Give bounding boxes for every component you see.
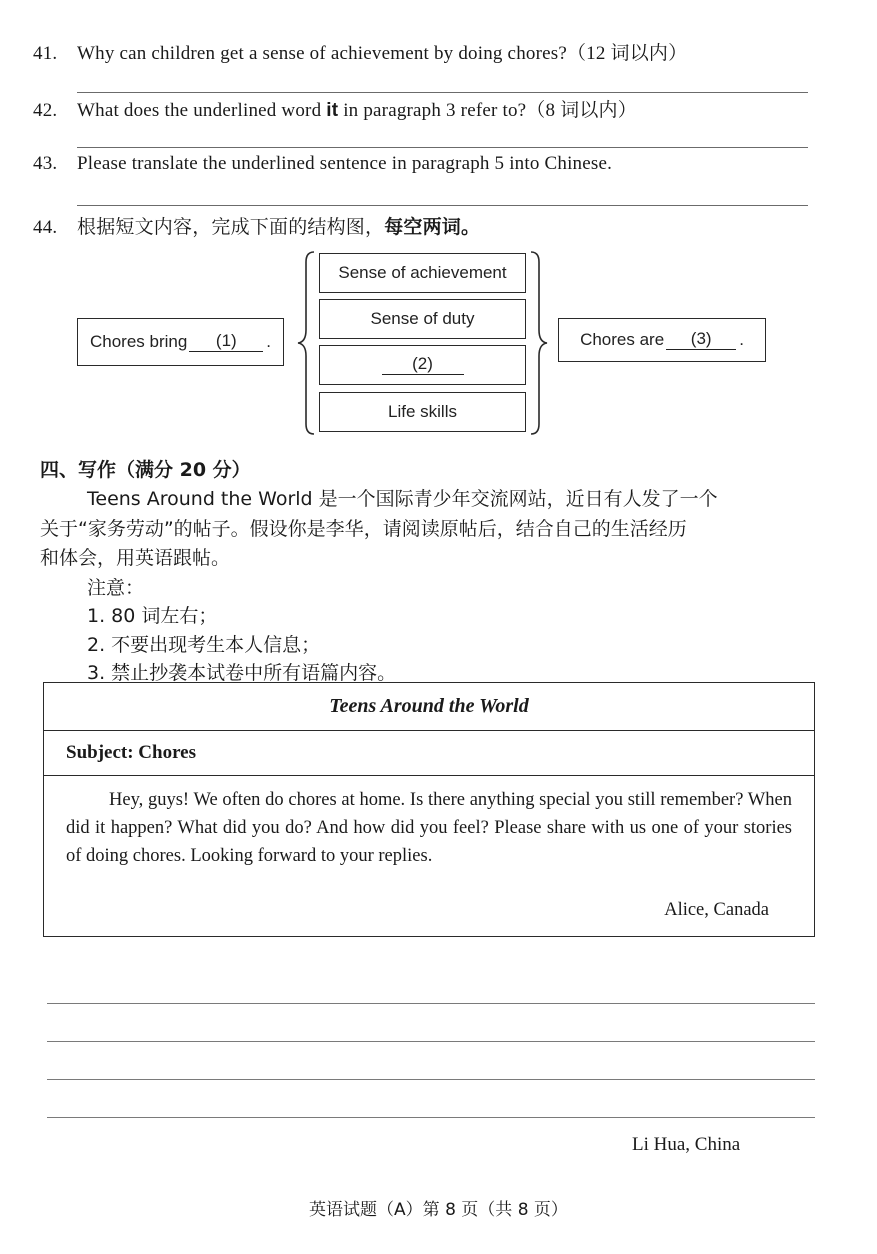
- question-42: [33, 95, 637, 122]
- diagram-left-box: [77, 318, 284, 366]
- diagram-right-box: [558, 318, 766, 362]
- post-title: Teens Around the World: [44, 683, 814, 731]
- note-1: 1. 80 词左右；: [87, 605, 218, 627]
- writing-line[interactable]: [47, 1003, 815, 1004]
- question-number: 42.: [33, 100, 58, 121]
- question-43: [33, 153, 612, 175]
- diagram-item-label: Life skills: [388, 402, 457, 421]
- writing-line[interactable]: [47, 1079, 815, 1080]
- diagram-left-end: .: [266, 332, 272, 351]
- diagram-item-label: Sense of duty: [370, 309, 475, 328]
- post-signature: Alice, Canada: [664, 900, 769, 920]
- answer-line-43[interactable]: [77, 205, 808, 206]
- blank-2[interactable]: (2): [382, 355, 464, 375]
- diagram-item-3: [319, 345, 526, 385]
- notes-title: 注意：: [87, 577, 145, 599]
- diagram-item-2: [319, 299, 526, 339]
- question-bold-instruction: 每空两词。: [384, 216, 481, 238]
- blank-1[interactable]: (1): [189, 332, 263, 352]
- blank-3[interactable]: (3): [666, 330, 736, 350]
- underlined-word: it: [326, 100, 339, 121]
- post-subject: Subject: Chores: [44, 730, 814, 776]
- diagram-right-text: Chores are: [580, 330, 665, 349]
- question-number: 41.: [33, 43, 58, 64]
- note-2: 2. 不要出现考生本人信息；: [87, 634, 321, 656]
- question-text: 根据短文内容，完成下面的结构图，: [77, 216, 385, 238]
- post-body: Hey, guys! We often do chores at home. Is there anything special you still remember? When did it happen? What did you do? And how did you feel? Please share with us one of your stories of doing chores. Looking forward to your replies.: [66, 790, 792, 866]
- forum-post: [43, 682, 815, 937]
- diagram-left-text: Chores bring: [89, 332, 188, 351]
- reply-signature: Li Hua, China: [632, 1134, 741, 1155]
- writing-line[interactable]: [47, 1117, 815, 1118]
- question-text: Please translate the underlined sentence in paragraph 5 into Chinese.: [77, 153, 613, 174]
- intro-line-2: 关于“家务劳动”的帖子。假设你是李华，请阅读原帖后，结合自己的生活经历: [40, 518, 687, 540]
- diagram-item-1: [319, 253, 526, 293]
- question-41: [33, 38, 687, 65]
- question-text-after: in paragraph 3 refer to?（8 词以内）: [338, 100, 637, 121]
- question-text: Why can children get a sense of achievement by doing chores?（12 词以内）: [77, 43, 688, 64]
- diagram-item-label: Sense of achievement: [338, 263, 507, 282]
- right-brace: [527, 250, 549, 436]
- answer-line-42[interactable]: [77, 147, 808, 148]
- writing-line[interactable]: [47, 1041, 815, 1042]
- intro-line-1: Teens Around the World 是一个国际青少年交流网站，近日有人发了一个: [87, 488, 718, 510]
- question-number: 43.: [33, 153, 58, 174]
- page-footer: 英语试题（A）第 8 页（共 8 页）: [309, 1200, 568, 1220]
- diagram-right-end: .: [739, 330, 744, 349]
- section-title: 四、写作（满分 20 分）: [40, 459, 251, 481]
- diagram-item-4: [319, 392, 526, 432]
- note-3: 3. 禁止抄袭本试卷中所有语篇内容。: [87, 662, 397, 684]
- intro-line-3: 和体会，用英语跟帖。: [40, 547, 231, 569]
- question-44: [33, 212, 480, 239]
- question-number: 44.: [33, 217, 58, 238]
- answer-line-41[interactable]: [77, 92, 808, 93]
- question-text-before: What does the underlined word: [77, 100, 327, 121]
- left-brace: [296, 250, 318, 436]
